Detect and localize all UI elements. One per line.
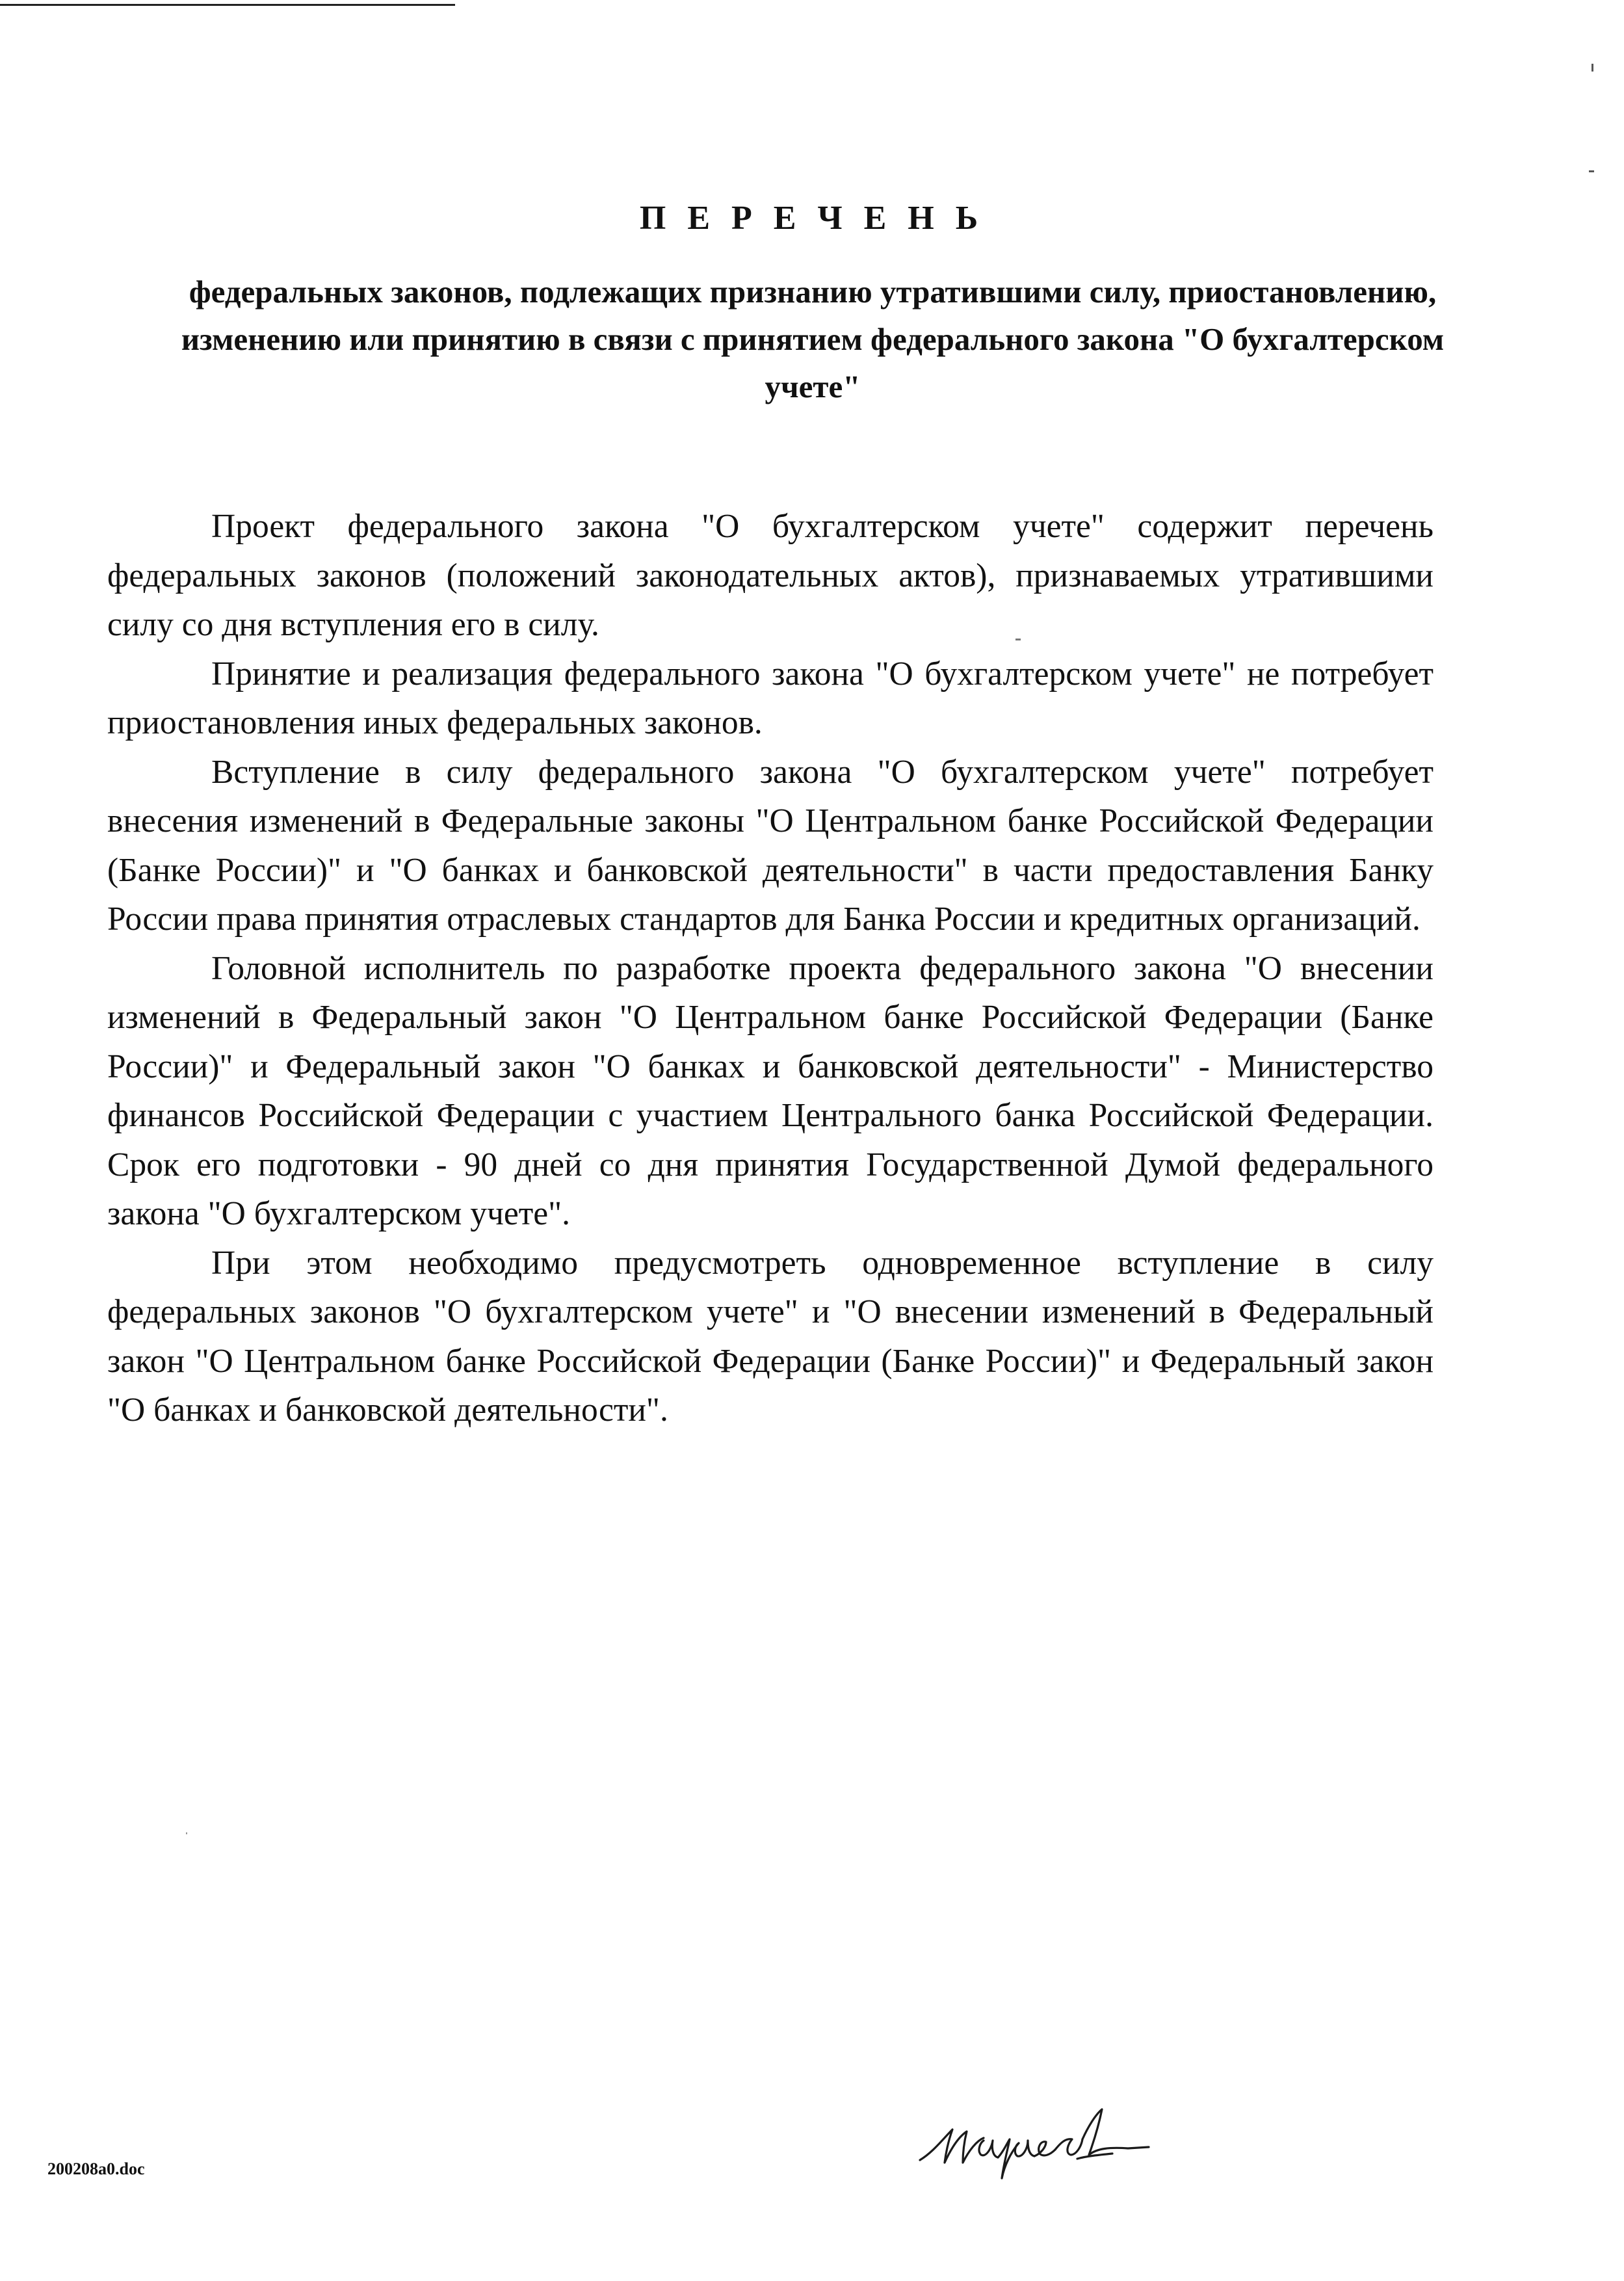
document-filename: 200208a0.doc [47, 2159, 145, 2178]
top-rule [0, 4, 455, 6]
paragraph: Принятие и реализация федерального закона "О бухгалтерском учете" не потребует приостановления иных федеральных законов. [107, 655, 1434, 741]
paragraph: Вступление в силу федерального закона "О бухгалтерском учете" потребует внесения изменений в Федеральные законы "О Центральном банке Российской Федерации (Банке России)" и "О банках и банковской деятельности" в части предоставления Банку России права принятия отраслевых стандартов для Банка России и кредитных организаций. [107, 753, 1434, 938]
paragraph: Проект федерального закона "О бухгалтерском учете" содержит перечень федеральных законов (положений законодательных актов), признаваемых утратившими силу со дня вступления его в силу. [107, 508, 1434, 643]
scan-artifact [1589, 170, 1594, 172]
scan-artifact [1591, 64, 1593, 72]
signature-icon [907, 2100, 1167, 2198]
document-title: П Е Р Е Ч Е Н Ь [639, 200, 985, 237]
paragraph: При этом необходимо предусмотреть одновременное вступление в силу федеральных законов "О бухгалтерском учете" и "О внесении изменений в Федеральный закон "О Центральном банке Российской Федерации (Банке России)" и Федеральный закон "О банках и банковской деятельности". [107, 1244, 1434, 1429]
document-subtitle: федеральных законов, подлежащих признанию утратившими силу, приостановлению, изменению или принятию в связи с принятием федерального закона "О бухгалтерском учете" [181, 274, 1445, 404]
scan-artifact [186, 1832, 187, 1834]
document-body [107, 502, 1434, 1435]
paragraph: Головной исполнитель по разработке проекта федерального закона "О внесении изменений в Федеральный закон "О Центральном банке Российской Федерации (Банке России)" и Федеральный закон "О банках и банковской деятельности" - Министерство финансов Российской Федерации с участием Центрального банка Российской Федерации. Срок его подготовки - 90 дней со дня принятия Государственной Думой федерального закона "О бухгалтерском учете". [107, 949, 1434, 1232]
